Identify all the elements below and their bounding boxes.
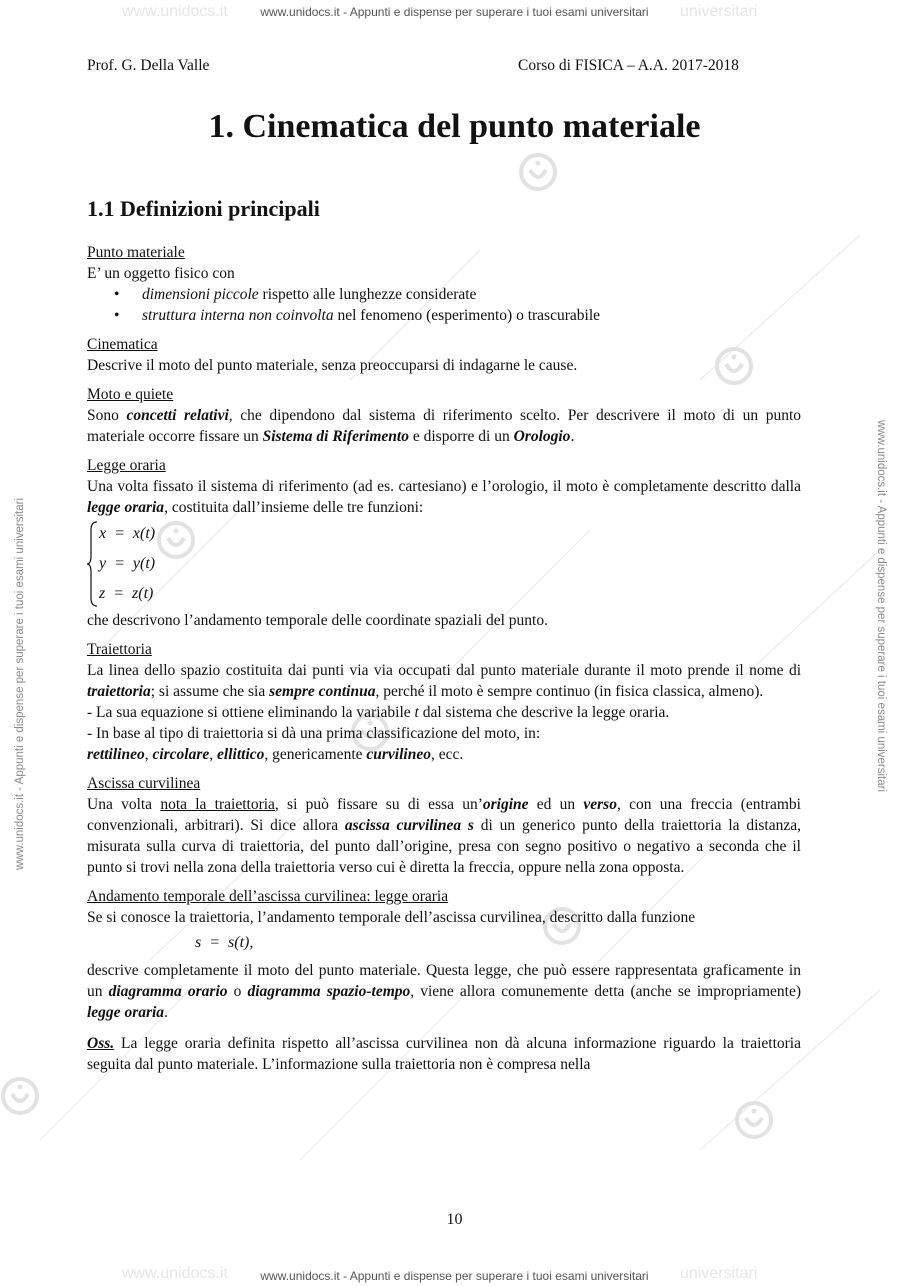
equation-z: z = z(t) [99, 585, 154, 602]
watermark-stamp-icon [518, 152, 558, 192]
cinematica-text: Descrive il moto del punto materiale, senza preoccuparsi di indagarne le cause. [87, 357, 578, 374]
header-author: Prof. G. Della Valle [87, 57, 210, 74]
watermark-stamp-icon [0, 1076, 40, 1116]
moto-text: Sono concetti relativi, che dipendono dal sistema di riferimento scelto. Per descrivere il moto di un punto materiale occorre fissare un Sistema di Riferimento e disporre di un Orologio. [87, 407, 802, 445]
traiettoria-line2: - La sua equazione si ottiene eliminando la variabile t dal sistema che descrive la legge oraria. [87, 704, 670, 721]
legge-after: che descrivono l’andamento temporale delle coordinate spaziali del punto. [87, 612, 548, 629]
legge-text: Una volta fissato il sistema di riferimento (ad es. cartesiano) e l’orologio, il moto è completamente descritto dalla legge oraria, costituita dall’insieme delle tre funzioni: [87, 478, 801, 516]
page-title: 1. Cinematica del punto materiale [208, 108, 701, 145]
traiettoria-text: La linea dello spazio costituita dai punti via via occupati dal punto materiale durante il moto prende il nome di traiettoria; si assume che sia sempre continua, perché il moto è sempre continuo (in fisica classica, almeno). [87, 662, 801, 700]
heading-punto-materiale: Punto materiale [87, 244, 185, 261]
watermark-top: www.unidocs.it - Appunti e dispense per superare i tuoi esami universitari [260, 5, 649, 19]
watermark-ghost-top: www.unidocs.it [122, 3, 228, 20]
equations [99, 520, 155, 610]
section-heading: 1.1 Definizioni principali [87, 196, 320, 221]
andamento-text1: Se si conosce la traiettoria, l’andamento temporale dell’ascissa curvilinea, descritto dalla funzione [87, 909, 696, 926]
heading-ascissa-curvilinea: Ascissa curvilinea [87, 775, 201, 792]
equation-system [87, 520, 801, 608]
equation-y: y = y(t) [99, 555, 156, 572]
watermark-side-right: www.unidocs.it - Appunti e dispense per superare i tuoi esami universitari [875, 420, 887, 793]
document-body [87, 242, 801, 1075]
watermark-ghost-bottom-right: universitari [680, 1265, 758, 1282]
traiettoria-line3: - In base al tipo di traiettoria si dà una prima classificazione del moto, in: [87, 725, 541, 742]
punto-intro: E’ un oggetto fisico con [87, 265, 235, 282]
header-course: Corso di FISICA – A.A. 2017-2018 [518, 57, 739, 74]
oss-label: Oss. [87, 1035, 115, 1052]
watermark-stamp-icon [734, 1100, 774, 1140]
ascissa-text: Una volta nota la traiettoria, si può fissare su di essa un’origine ed un verso, con una freccia (entrambi convenzionali, arbitrari). Si dice allora ascissa curvilinea s di un generico punto della traiettoria la distanza, misurata sulla curva di traiettoria, del punto dall’origine, presa con segno positivo o negativo a seconda che il punto si trovi nella zona della traiettoria verso cui è diretta la freccia, oppure nella zona opposta. [87, 796, 801, 876]
watermark-side-left: www.unidocs.it - Appunti e dispense per superare i tuoi esami universitari [14, 497, 26, 870]
watermark-ghost-top-right: universitari [680, 3, 758, 20]
list-item: • struttura interna non coinvolta nel fenomeno (esperimento) o trascurabile [114, 307, 600, 324]
traiettoria-kinds: rettilineo, circolare, ellittico, genericamente curvilineo, ecc. [87, 746, 464, 763]
heading-moto-quiete: Moto e quiete [87, 386, 174, 403]
brace-icon [87, 520, 99, 608]
page-number: 10 [446, 1211, 463, 1228]
bullet-icon: • [114, 307, 120, 324]
heading-traiettoria: Traiettoria [87, 641, 152, 658]
oss-text: Oss. La legge oraria definita rispetto all’ascissa curvilinea non dà alcuna informazione riguardo la traiettoria seguita dal punto materiale. L’informazione sulla traiettoria non è compresa nella [87, 1035, 801, 1073]
heading-legge-oraria: Legge oraria [87, 457, 166, 474]
equation-x: x = x(t) [99, 525, 156, 542]
equation-s: s = s(t), [195, 934, 254, 951]
andamento-text2: descrive completamente il moto del punto materiale. Questa legge, che può essere rappresentata graficamente in un diagramma orario o diagramma spazio-tempo, viene allora comunemente detta (anche se impropriamente) legge oraria. [87, 962, 802, 1021]
heading-cinematica: Cinematica [87, 336, 158, 353]
watermark-ghost-bottom: www.unidocs.it [122, 1265, 228, 1282]
watermark-bottom: www.unidocs.it - Appunti e dispense per superare i tuoi esami universitari [260, 1269, 649, 1283]
list-item: • dimensioni piccole rispetto alle lunghezze considerate [114, 286, 477, 303]
heading-andamento-temporale: Andamento temporale dell’ascissa curvilinea: legge oraria [87, 888, 449, 905]
punto-list [87, 284, 801, 326]
bullet-icon: • [114, 286, 120, 303]
